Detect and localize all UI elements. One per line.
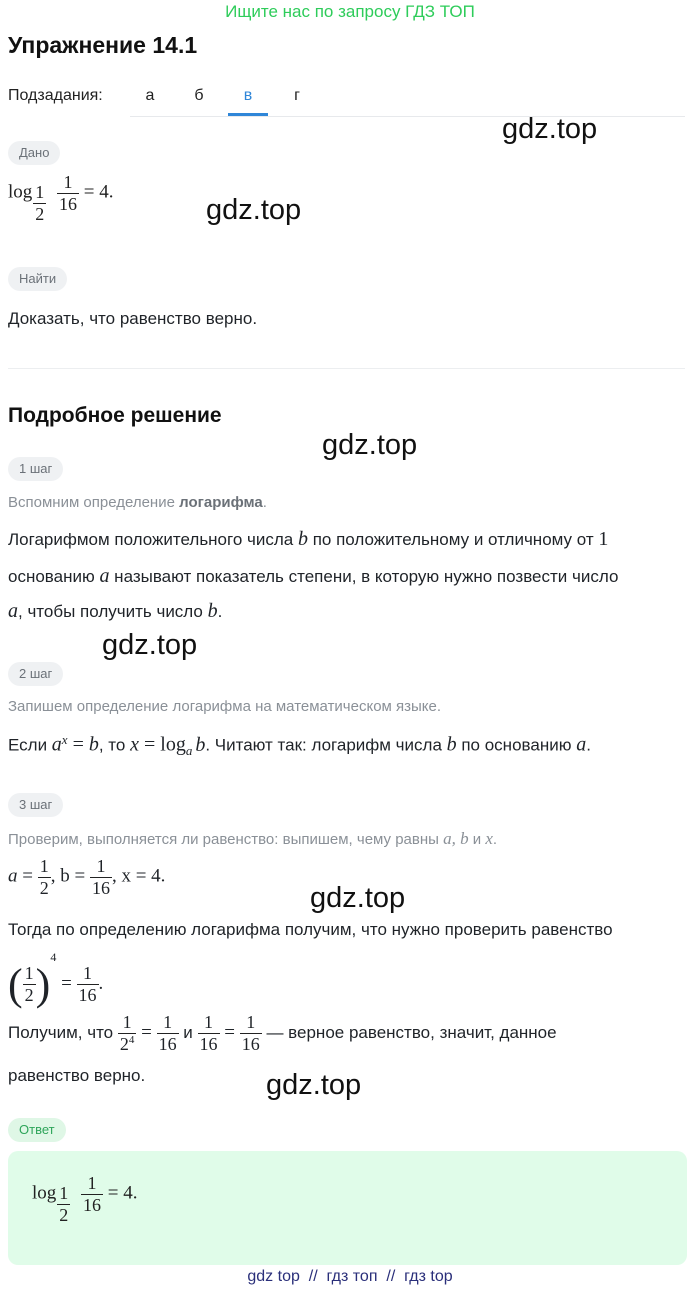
period: . (98, 973, 104, 994)
power: 4 (50, 950, 57, 964)
frac-b (90, 856, 112, 898)
var-a: a (51, 733, 62, 756)
footer-links: gdz top // гдз топ // гдз top (247, 1268, 453, 1285)
tab-a[interactable]: а (145, 87, 155, 104)
equals: = (67, 733, 89, 756)
text: Получим, что (8, 1023, 118, 1043)
den: 16 (199, 1033, 218, 1054)
step1-intro-term: логарифма (179, 494, 263, 511)
base-den: 2 (35, 203, 45, 224)
find-text: Доказать, что равенство верно. (8, 309, 258, 328)
den: 2 (24, 985, 34, 1006)
frac-1-16 (157, 1012, 179, 1054)
den-power: 4 (128, 1033, 135, 1046)
arg-den: 16 (83, 1194, 102, 1215)
text: называют показатель степени, в которую нужно позвести число (109, 567, 619, 586)
equals: = (56, 973, 77, 994)
watermark: gdz.top (102, 629, 198, 661)
step3-values (8, 856, 165, 898)
arg-num: 1 (87, 1173, 97, 1193)
tab-g[interactable]: г (294, 87, 300, 104)
step2-intro: Запишем определение логарифма на математическом языке. (8, 698, 442, 715)
den (118, 1033, 137, 1055)
var-a: a (576, 733, 587, 756)
var-b: b (195, 733, 206, 756)
answer-formula (32, 1173, 138, 1225)
var-b: b (446, 733, 457, 756)
step1-line3 (8, 600, 222, 623)
subtasks-label: Подзадания: (8, 87, 103, 104)
text: . Читают так: логарифм числа (205, 735, 447, 755)
text: основанию (8, 567, 100, 586)
log-base (33, 182, 46, 224)
paren-open: ( (8, 960, 23, 1010)
step3-then: Тогда по определению логарифма получим, что нужно проверить равенство (8, 920, 613, 939)
solution-title: Подробное решение (8, 404, 222, 427)
text: по положительному и отличному от (307, 530, 599, 549)
num: 1 (39, 856, 49, 876)
given-chip: Дано (8, 141, 60, 165)
tab-b[interactable]: б (194, 87, 204, 104)
log-rhs: = 4. (107, 1182, 138, 1204)
step1-intro-text: Вспомним определение (8, 494, 180, 511)
b-eq: , b = (50, 865, 90, 887)
var-a: a (8, 600, 18, 622)
text: и (468, 831, 486, 848)
x-eq: , x = 4. (111, 865, 166, 887)
num: 1 (163, 1012, 173, 1032)
arg-num: 1 (63, 172, 73, 192)
num: 1 (204, 1012, 214, 1032)
var-x: x (130, 733, 139, 756)
paren-close: ) (35, 960, 51, 1010)
text: . (492, 831, 498, 848)
given-formula (8, 172, 114, 224)
text: — верное равенство, значит, данное (261, 1023, 557, 1043)
frac-1-16 (198, 1012, 220, 1054)
var-b: b (88, 733, 99, 756)
text: , чтобы получить число (18, 602, 208, 621)
exp-x: x (61, 732, 68, 747)
num: 1 (96, 856, 106, 876)
equals: = (17, 865, 38, 887)
var-x: x (485, 829, 493, 848)
equals: = (136, 1022, 157, 1044)
step1-line1 (8, 528, 608, 551)
find-chip: Найти (8, 267, 67, 291)
num: 1 (122, 1012, 132, 1032)
frac-1-16 (240, 1012, 262, 1054)
den: 16 (158, 1033, 177, 1054)
num-1: 1 (598, 528, 609, 550)
step1-line2 (8, 565, 618, 588)
text: . (586, 735, 591, 755)
step3-chip: 3 шаг (8, 793, 63, 817)
var-b: b (297, 528, 308, 550)
arg-den: 16 (59, 193, 78, 214)
num: 1 (83, 963, 93, 984)
watermark: gdz.top (502, 113, 598, 145)
den-base: 2 (119, 1033, 129, 1054)
page-title: Упражнение 14.1 (8, 32, 198, 58)
text: Если (8, 735, 52, 755)
text: и (178, 1023, 198, 1043)
num: 1 (246, 1012, 256, 1032)
step1-intro-end: . (262, 494, 267, 511)
var-a: a (99, 565, 110, 587)
step1-intro (8, 494, 267, 511)
step3-intro (8, 829, 497, 849)
equals: = (219, 1022, 240, 1044)
step2-chip: 2 шаг (8, 662, 63, 686)
text: , то (98, 735, 131, 755)
num: 1 (24, 963, 34, 984)
log-argument (57, 172, 79, 214)
log-text: log (32, 1182, 57, 1204)
text: . (217, 602, 223, 621)
search-banner: Ищите нас по запросу ГДЗ ТОП (225, 2, 475, 21)
den: 16 (78, 985, 97, 1006)
base-num: 1 (35, 181, 45, 202)
section-divider (8, 368, 685, 369)
answer-chip: Ответ (8, 1118, 66, 1142)
watermark: gdz.top (266, 1069, 362, 1101)
tab-v[interactable]: в (228, 76, 268, 116)
base-den: 2 (59, 1204, 69, 1225)
watermark: gdz.top (322, 429, 418, 461)
log-rhs: = 4. (83, 181, 114, 203)
log-argument (81, 1173, 103, 1215)
frac-1-over-2pow4 (118, 1012, 137, 1054)
log-base: a (185, 743, 193, 759)
vars-ab: a, b (443, 829, 469, 848)
step2-definition (8, 732, 591, 759)
log-text: log (8, 181, 33, 203)
den: 16 (241, 1033, 260, 1054)
text: по основанию (456, 735, 577, 755)
step1-chip: 1 шаг (8, 457, 63, 481)
base-num: 1 (59, 1182, 69, 1203)
den: 2 (39, 877, 49, 898)
var-b: b (207, 600, 218, 622)
frac-a (38, 856, 51, 898)
step3-conclusion-end: равенство верно. (8, 1066, 146, 1085)
step3-conclusion (8, 1012, 557, 1054)
log-text: = log (138, 733, 186, 756)
den: 16 (91, 877, 110, 898)
log-base (57, 1183, 70, 1225)
var-a: a (8, 865, 18, 887)
watermark: gdz.top (206, 194, 302, 226)
step3-check (8, 950, 103, 1010)
frac-half (23, 963, 36, 1005)
frac-result (77, 963, 99, 1005)
text: Проверим, выполняется ли равенство: выпишем, чему равны (8, 831, 444, 848)
watermark: gdz.top (310, 882, 406, 914)
text: Логарифмом положительного числа (8, 530, 298, 549)
subtasks-tabs (130, 76, 685, 117)
